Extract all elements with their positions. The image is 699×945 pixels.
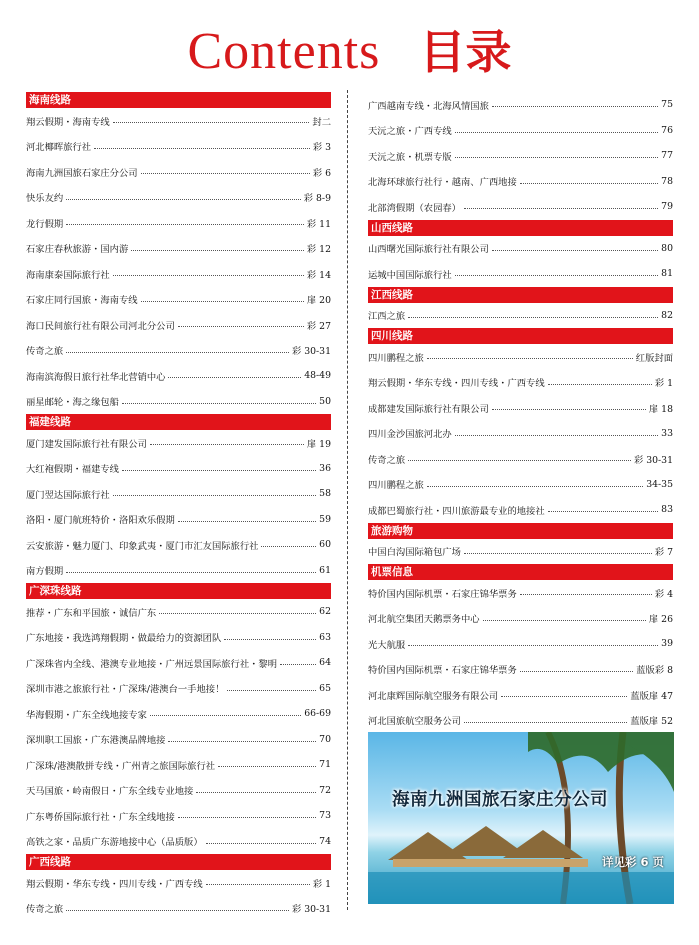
- entry-title: 快乐友约: [26, 193, 64, 205]
- entry-page: 59: [319, 513, 331, 525]
- entry-title: 深圳职工国旅・广东港澳品牌地接: [26, 735, 166, 747]
- dot-leader: [141, 301, 304, 302]
- toc-entry[interactable]: [26, 870, 331, 896]
- toc-entry[interactable]: [26, 185, 331, 211]
- entry-title: 河北康辉国际航空服务有限公司: [368, 690, 499, 702]
- entry-page: 扉 18: [648, 403, 673, 415]
- section-header: 机票信息: [368, 564, 673, 580]
- dot-leader: [94, 148, 310, 149]
- dot-leader: [150, 444, 304, 445]
- dot-leader: [548, 511, 659, 512]
- entry-page: 50: [319, 395, 331, 407]
- entry-page: 封二: [312, 116, 331, 128]
- entry-title: 石家庄春秋旅游・国内游: [26, 244, 129, 256]
- dot-leader: [408, 317, 658, 318]
- dot-leader: [113, 122, 310, 123]
- toc-entry[interactable]: [368, 118, 673, 144]
- entry-page: 彩 27: [306, 320, 331, 332]
- entry-page: 71: [319, 759, 331, 771]
- dot-leader: [178, 521, 316, 522]
- dot-leader: [464, 553, 652, 554]
- entry-title: 天马国旅・岭南假日・广东全线专业地接: [26, 786, 194, 798]
- entry-page: 74: [319, 835, 331, 847]
- entry-title: 天沅之旅・广西专线: [368, 126, 452, 138]
- contents-title: [0, 22, 699, 82]
- toc-entry[interactable]: [26, 430, 331, 456]
- toc-entry[interactable]: [368, 421, 673, 447]
- entry-title: 翔云假期・海南专线: [26, 116, 110, 128]
- entry-title: 河北椰晖旅行社: [26, 142, 92, 154]
- entry-title: 广东地接・我选鸿翔假期・做最给力的资源团队: [26, 633, 222, 645]
- entry-title: 南方假期: [26, 566, 64, 578]
- dot-leader: [427, 358, 633, 359]
- toc-entry[interactable]: [26, 829, 331, 855]
- toc-entry[interactable]: [368, 606, 673, 632]
- dot-leader: [520, 671, 633, 672]
- entry-page: 彩 11: [306, 218, 331, 230]
- dot-leader: [196, 792, 316, 793]
- entry-title: 厦门翌达国际旅行社: [26, 489, 110, 501]
- entry-page: 彩 14: [306, 269, 331, 281]
- entry-page: 扉 20: [306, 295, 331, 307]
- entry-title: 厦门建发国际旅行社有限公司: [26, 438, 147, 450]
- toc-entry[interactable]: [26, 803, 331, 829]
- entry-page: 65: [319, 682, 331, 694]
- toc-entry[interactable]: [368, 472, 673, 498]
- entry-page: 36: [319, 462, 331, 474]
- entry-page: 60: [319, 539, 331, 551]
- entry-title: 天沅之旅・机票专版: [368, 151, 452, 163]
- toc-entry[interactable]: [26, 558, 331, 584]
- dot-leader: [66, 224, 304, 225]
- entry-page: 72: [319, 784, 331, 796]
- dot-leader: [464, 722, 627, 723]
- entry-page: 彩 30-31: [291, 904, 331, 916]
- entry-title: 江西之旅: [368, 311, 406, 323]
- dot-leader: [455, 435, 658, 436]
- dot-leader: [122, 403, 316, 404]
- left-column: [26, 92, 331, 921]
- entry-title: 洛阳・厦门航班特价・洛阳欢乐假期: [26, 515, 175, 527]
- entry-page: 彩 3: [312, 142, 331, 154]
- dot-leader: [408, 645, 658, 646]
- entry-page: 48-49: [304, 370, 331, 382]
- toc-entry[interactable]: [368, 539, 673, 565]
- ad-title: 海南九洲国旅石家庄分公司: [392, 790, 608, 810]
- entry-page: 彩 30-31: [633, 454, 673, 466]
- advertisement[interactable]: [368, 732, 674, 904]
- section-header: 海南线路: [26, 92, 331, 108]
- entry-title: 特价国内国际机票・石家庄锦华票务: [368, 665, 517, 677]
- dot-leader: [492, 106, 658, 107]
- toc-entry[interactable]: [368, 708, 673, 734]
- entry-title: 四川鹏程之旅: [368, 352, 424, 364]
- dot-leader: [66, 910, 289, 911]
- entry-title: 深圳市港之旅旅行社・广深珠/港澳台一手地接！: [26, 684, 225, 696]
- entry-title: 大红袍假期・福建专线: [26, 464, 119, 476]
- section-header: 旅游购物: [368, 523, 673, 539]
- title-english: Contents: [187, 23, 381, 80]
- entry-page: 82: [661, 309, 673, 321]
- entry-title: 高铁之家・品质广东游地接中心（品质版）: [26, 837, 203, 849]
- entry-title: 广深珠省内全线、港澳专业地接・广州远景国际旅行社・黎明: [26, 658, 278, 670]
- entry-title: 运城中国国际旅行社: [368, 269, 452, 281]
- entry-title: 广深珠/港澳散拼专线・广州青之旅国际旅行社: [26, 760, 216, 772]
- dot-leader: [548, 384, 652, 385]
- dot-leader: [427, 486, 643, 487]
- toc-entry[interactable]: [368, 657, 673, 683]
- toc-entry[interactable]: [26, 676, 331, 702]
- dot-leader: [168, 377, 301, 378]
- entry-title: 华海假期・广东全线地接专家: [26, 709, 147, 721]
- entry-title: 四川鹏程之旅: [368, 480, 424, 492]
- toc-entry[interactable]: [368, 682, 673, 708]
- entry-page: 蓝版扉 52: [630, 716, 673, 728]
- entry-page: 33: [661, 427, 673, 439]
- entry-page: 红版封面: [635, 352, 673, 364]
- dot-leader: [206, 884, 310, 885]
- dot-leader: [492, 409, 646, 410]
- section-header: 江西线路: [368, 287, 673, 303]
- dot-leader: [159, 613, 316, 614]
- entry-page: 58: [319, 488, 331, 500]
- toc-entry[interactable]: [26, 625, 331, 651]
- dot-leader: [150, 715, 301, 716]
- toc-entry[interactable]: [368, 497, 673, 523]
- toc-entry[interactable]: [26, 507, 331, 533]
- toc-entry[interactable]: [26, 159, 331, 185]
- entry-title: 海南九洲国旅石家庄分公司: [26, 167, 138, 179]
- entry-page: 76: [661, 124, 673, 136]
- entry-title: 特价国内国际机票・石家庄锦华票务: [368, 588, 517, 600]
- dot-leader: [218, 766, 316, 767]
- column-divider: [347, 90, 348, 910]
- dot-leader: [131, 250, 304, 251]
- toc-entry[interactable]: [368, 344, 673, 370]
- entry-page: 80: [661, 242, 673, 254]
- dot-leader: [501, 696, 627, 697]
- entry-title: 成都巴蜀旅行社・四川旅游最专业的地接社: [368, 505, 545, 517]
- entry-title: 中国白沟国际箱包广场: [368, 547, 461, 559]
- toc-entry[interactable]: [368, 236, 673, 262]
- dot-leader: [66, 199, 301, 200]
- entry-title: 海南康泰国际旅行社: [26, 269, 110, 281]
- dot-leader: [483, 620, 646, 621]
- dot-leader: [113, 275, 304, 276]
- toc-entry[interactable]: [26, 532, 331, 558]
- entry-page: 彩 1: [312, 878, 331, 890]
- section-header: 四川线路: [368, 328, 673, 344]
- section-header: 广西线路: [26, 854, 331, 870]
- entry-page: 81: [661, 268, 673, 280]
- dot-leader: [455, 275, 658, 276]
- toc-entry[interactable]: [368, 631, 673, 657]
- entry-title: 广西越南专线・北海风情国旅: [368, 100, 489, 112]
- dot-leader: [261, 546, 316, 547]
- dot-leader: [141, 173, 310, 174]
- toc-entry[interactable]: [368, 92, 673, 118]
- entry-page: 70: [319, 733, 331, 745]
- toc-entry[interactable]: [26, 701, 331, 727]
- toc-entry[interactable]: [26, 727, 331, 753]
- dot-leader: [280, 664, 316, 665]
- entry-title: 丽星邮轮・海之缘包船: [26, 397, 119, 409]
- entry-title: 成都建发国际旅行社有限公司: [368, 403, 489, 415]
- toc-entry[interactable]: [368, 303, 673, 329]
- entry-title: 推荐・广东和平国旅・诚信广东: [26, 607, 157, 619]
- entry-page: 77: [661, 150, 673, 162]
- toc-entry[interactable]: [26, 134, 331, 160]
- entry-title: 传奇之旅: [26, 346, 64, 358]
- entry-title: 山西曙光国际旅行社有限公司: [368, 244, 489, 256]
- dot-leader: [227, 690, 316, 691]
- toc-entry[interactable]: [26, 896, 331, 922]
- toc-entry[interactable]: [26, 287, 331, 313]
- dot-leader: [455, 157, 658, 158]
- toc-entry[interactable]: [368, 261, 673, 287]
- toc-entry[interactable]: [368, 169, 673, 195]
- entry-title: 广东粤侨国际旅行社・广东全线地接: [26, 811, 175, 823]
- entry-page: 彩 30-31: [291, 346, 331, 358]
- entry-page: 73: [319, 810, 331, 822]
- resort-image: [368, 732, 674, 904]
- toc-entry[interactable]: [26, 363, 331, 389]
- toc-entry[interactable]: [26, 338, 331, 364]
- entry-page: 彩 6: [312, 167, 331, 179]
- entry-title: 龙行假期: [26, 218, 64, 230]
- section-header: 广深珠线路: [26, 583, 331, 599]
- toc-entry[interactable]: [26, 261, 331, 287]
- toc-entry[interactable]: [26, 752, 331, 778]
- dot-leader: [122, 470, 316, 471]
- entry-page: 66-69: [304, 708, 331, 720]
- entry-page: 79: [661, 201, 673, 213]
- entry-page: 39: [661, 638, 673, 650]
- toc-entry[interactable]: [26, 650, 331, 676]
- entry-page: 75: [661, 99, 673, 111]
- dot-leader: [224, 639, 316, 640]
- entry-title: 光大航服: [368, 639, 406, 651]
- dot-leader: [492, 250, 658, 251]
- section-header: 福建线路: [26, 414, 331, 430]
- toc-entry[interactable]: [26, 778, 331, 804]
- dot-leader: [520, 594, 652, 595]
- entry-title: 北部湾假期（农园春）: [368, 202, 461, 214]
- dot-leader: [178, 326, 304, 327]
- entry-page: 64: [319, 657, 331, 669]
- toc-entry[interactable]: [368, 143, 673, 169]
- entry-title: 海口民间旅行社有限公司河北分公司: [26, 320, 175, 332]
- entry-page: 61: [319, 564, 331, 576]
- dot-leader: [168, 741, 316, 742]
- toc-entry[interactable]: [368, 194, 673, 220]
- entry-page: 83: [661, 504, 673, 516]
- toc-entry[interactable]: [368, 370, 673, 396]
- toc-entry[interactable]: [26, 599, 331, 625]
- dot-leader: [464, 208, 658, 209]
- toc-entry[interactable]: [26, 236, 331, 262]
- entry-page: 彩 4: [654, 588, 673, 600]
- entry-title: 河北航空集团天鹅票务中心: [368, 614, 480, 626]
- entry-title: 石家庄同行国旅・海南专线: [26, 295, 138, 307]
- entry-title: 云安旅游・魅力厦门、印象武夷・厦门市汇友国际旅行社: [26, 540, 259, 552]
- toc-entry[interactable]: [368, 580, 673, 606]
- title-chinese: 目录: [419, 25, 512, 79]
- entry-page: 扉 19: [306, 438, 331, 450]
- entry-title: 海南滨海假日旅行社华北营销中心: [26, 371, 166, 383]
- dot-leader: [206, 843, 317, 844]
- entry-title: 翔云假期・华东专线・四川专线・广西专线: [26, 878, 203, 890]
- entry-page: 扉 26: [648, 614, 673, 626]
- entry-page: 蓝版彩 8: [636, 665, 673, 677]
- dot-leader: [455, 132, 658, 133]
- entry-page: 34-35: [646, 478, 673, 490]
- entry-title: 传奇之旅: [26, 904, 64, 916]
- dot-leader: [408, 460, 631, 461]
- entry-page: 彩 8-9: [303, 193, 331, 205]
- section-header: 山西线路: [368, 220, 673, 236]
- entry-title: 四川金沙国旅河北办: [368, 429, 452, 441]
- toc-entry[interactable]: [26, 210, 331, 236]
- toc-entry[interactable]: [26, 389, 331, 415]
- dot-leader: [66, 352, 289, 353]
- toc-entry[interactable]: [368, 446, 673, 472]
- entry-title: 翔云假期・华东专线・四川专线・广西专线: [368, 378, 545, 390]
- toc-entry[interactable]: [26, 108, 331, 134]
- entry-title: 河北国旅航空服务公司: [368, 716, 461, 728]
- entry-page: 彩 7: [654, 547, 673, 559]
- toc-entry[interactable]: [26, 312, 331, 338]
- ad-page-note: 详见彩 6 页: [601, 855, 664, 869]
- toc-entry[interactable]: [368, 395, 673, 421]
- entry-page: 63: [319, 631, 331, 643]
- toc-entry[interactable]: [26, 481, 331, 507]
- right-column: [368, 92, 673, 733]
- entry-page: 彩 1: [654, 378, 673, 390]
- toc-entry[interactable]: [26, 456, 331, 482]
- dot-leader: [520, 183, 658, 184]
- entry-page: 78: [661, 175, 673, 187]
- entry-title: 北海环球旅行社行・越南、广西地接: [368, 177, 517, 189]
- entry-title: 传奇之旅: [368, 454, 406, 466]
- dot-leader: [113, 495, 316, 496]
- dot-leader: [66, 572, 316, 573]
- dot-leader: [178, 817, 316, 818]
- entry-page: 彩 12: [306, 244, 331, 256]
- entry-page: 62: [319, 606, 331, 618]
- entry-page: 蓝版扉 47: [630, 690, 673, 702]
